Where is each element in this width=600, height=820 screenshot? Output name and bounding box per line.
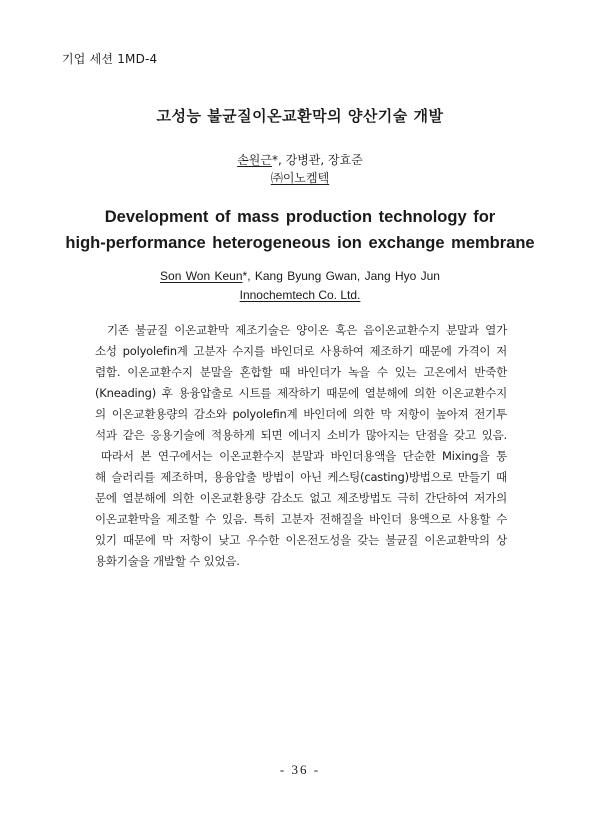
abstract-line: 기존 불균질 이온교환막 제조기술은 양이온 혹은 음이온교환수지 분말과 열가: [107, 323, 507, 337]
abstract-line: 이온교환막을 제조할 수 있음. 특히 고분자 전해질을 바인더 용액으로 사용할 수: [95, 512, 507, 526]
abstract-line: 의 이온교환용량의 감소와 polyolefin계 바인더에 의한 막 저항이 높아져 전기투: [95, 407, 507, 421]
co-authors-english: *, Kang Byung Gwan, Jang Hyo Jun: [242, 269, 440, 283]
abstract-line: 소성 polyolefin계 고분자 수지를 바인더로 사용하여 제조하기 때문에 가격이 저: [95, 344, 507, 358]
abstract-line: 석과 같은 응용기술에 적용하게 되면 에너지 소비가 많아지는 단점을 갖고 있음.: [95, 428, 507, 442]
abstract-line: 따라서 본 연구에서는 이온교환수지 분말과 바인더용액을 단순한 Mixing을 통: [101, 449, 507, 463]
title-english-line-2: high-performance heterogeneous ion exchange membrane: [65, 234, 535, 252]
affiliation-korean-text: ㈜이노켐텍: [270, 171, 330, 185]
affiliation-english: [0, 288, 600, 302]
title-english-line-1: Development of mass production technology for: [104, 208, 496, 226]
presenting-author-english: Son Won Keun: [160, 269, 243, 283]
abstract-line: 렴함. 이온교환수지 분말을 혼합할 때 바인더가 녹을 수 있는 고온에서 반죽한: [95, 365, 507, 379]
page-number: - 36 -: [279, 762, 321, 777]
authors-english: [0, 269, 600, 283]
abstract-line: 있기 때문에 막 저항이 낮고 우수한 이온전도성을 갖는 불균질 이온교환막의 상: [95, 533, 507, 547]
authors-korean: [0, 151, 600, 168]
abstract-body: [95, 320, 507, 572]
paper-title-korean: 고성능 불균질이온교환막의 양산기술 개발: [156, 107, 444, 125]
affiliation-english-text: Innochemtech Co. Ltd.: [239, 288, 361, 302]
affiliation-korean: [0, 169, 600, 186]
abstract-line: 문에 열분해에 의한 이온교환용량 감소도 없고 제조방법도 극히 간단하여 저가의: [95, 491, 507, 505]
session-code: 기업 세션 1MD-4: [62, 52, 158, 66]
abstract-line: (Kneading) 후 용융압출로 시트를 제작하기 때문에 열분해에 의한 이온교환수지: [95, 386, 507, 400]
abstract-line: 용화기술을 개발할 수 있었음.: [95, 554, 240, 568]
abstract-line: 해 슬러리를 제조하며, 용융압출 방법이 아닌 케스팅(casting)방법으로 만들기 때: [95, 470, 507, 484]
co-authors-korean: *, 강병관, 장효준: [271, 153, 363, 167]
presenting-author-korean: 손원근: [237, 153, 272, 167]
paper-title-english: [0, 204, 600, 256]
